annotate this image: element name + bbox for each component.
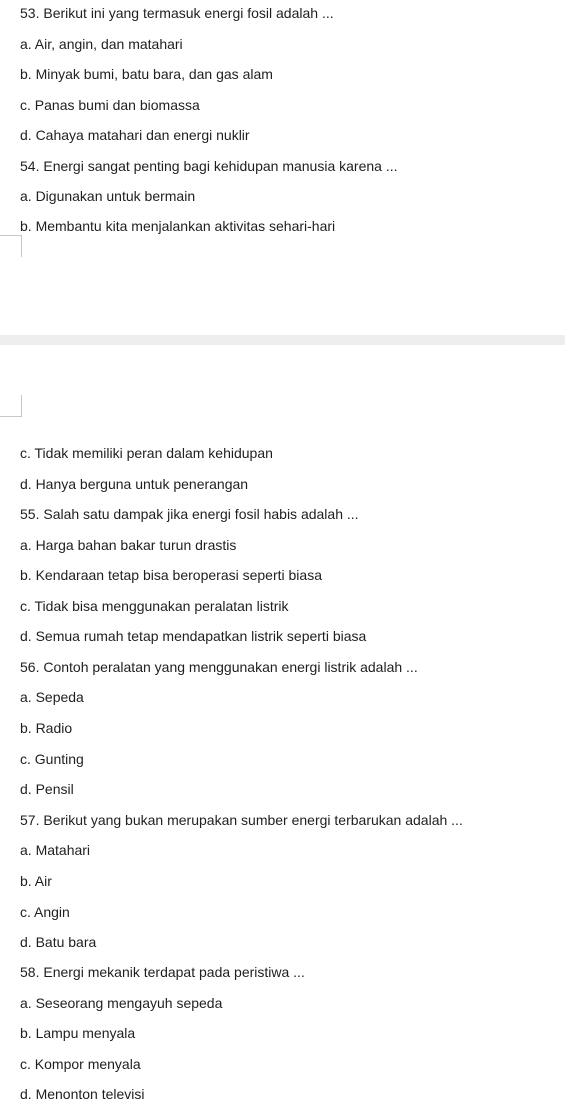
option-56-d: d. Pensil: [20, 781, 74, 797]
option-54-a: a. Digunakan untuk bermain: [20, 188, 196, 204]
option-56-a: a. Sepeda: [20, 689, 84, 705]
option-56-c: c. Gunting: [20, 751, 84, 767]
option-55-c: c. Tidak bisa menggunakan peralatan listrik: [20, 598, 289, 614]
document-page-1: [0, 0, 565, 335]
page-corner-marker: [0, 395, 22, 417]
option-58-d: d. Menonton televisi: [20, 1086, 145, 1102]
option-55-b: b. Kendaraan tetap bisa beroperasi seperti biasa: [20, 567, 322, 583]
option-53-d: d. Cahaya matahari dan energi nuklir: [20, 127, 250, 143]
option-53-a: a. Air, angin, dan matahari: [20, 36, 183, 52]
option-58-a: a. Seseorang mengayuh sepeda: [20, 995, 223, 1011]
question-57: 57. Berikut yang bukan merupakan sumber energi terbarukan adalah ...: [20, 812, 463, 828]
option-57-b: b. Air: [20, 873, 52, 889]
option-58-b: b. Lampu menyala: [20, 1025, 136, 1041]
question-53: 53. Berikut ini yang termasuk energi fosil adalah ...: [20, 5, 334, 21]
option-54-d: d. Hanya berguna untuk penerangan: [20, 476, 249, 492]
option-53-b: b. Minyak bumi, batu bara, dan gas alam: [20, 66, 273, 82]
option-57-d: d. Batu bara: [20, 934, 97, 950]
option-57-c: c. Angin: [20, 904, 70, 920]
option-53-c: c. Panas bumi dan biomassa: [20, 97, 200, 113]
option-54-b: b. Membantu kita menjalankan aktivitas sehari-hari: [20, 218, 336, 234]
option-55-a: a. Harga bahan bakar turun drastis: [20, 537, 237, 553]
question-58: 58. Energi mekanik terdapat pada peristiwa ...: [20, 964, 305, 980]
document-page-2: [0, 345, 565, 1113]
option-54-c: c. Tidak memiliki peran dalam kehidupan: [20, 445, 273, 461]
option-58-c: c. Kompor menyala: [20, 1056, 141, 1072]
option-55-d: d. Semua rumah tetap mendapatkan listrik seperti biasa: [20, 628, 367, 644]
question-55: 55. Salah satu dampak jika energi fosil habis adalah ...: [20, 506, 359, 522]
option-57-a: a. Matahari: [20, 842, 91, 858]
page-corner-marker: [0, 235, 22, 257]
question-54: 54. Energi sangat penting bagi kehidupan manusia karena ...: [20, 158, 398, 174]
page-break: [0, 335, 565, 345]
option-56-b: b. Radio: [20, 720, 73, 736]
question-56: 56. Contoh peralatan yang menggunakan energi listrik adalah ...: [20, 659, 418, 675]
